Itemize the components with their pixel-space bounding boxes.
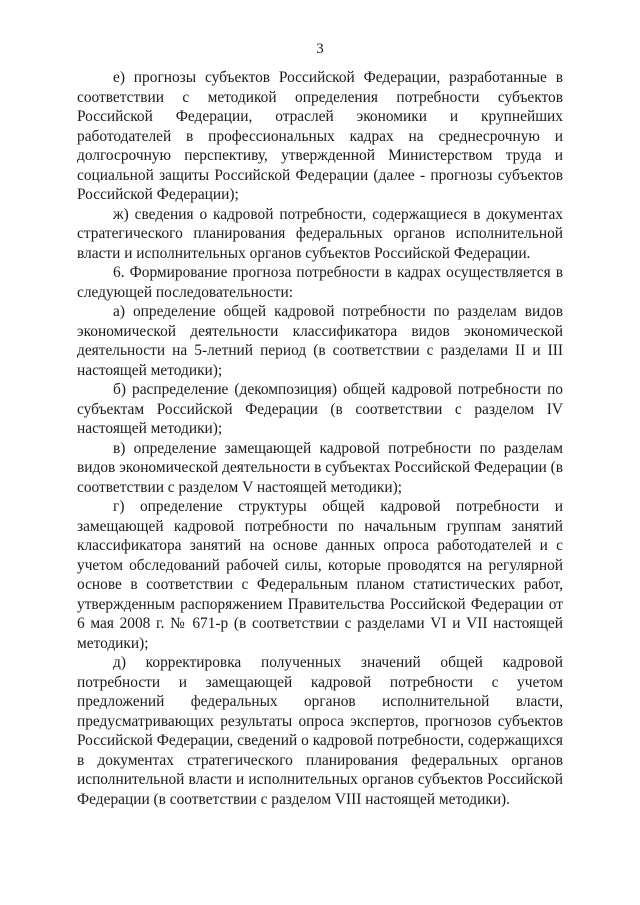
paragraph-d-adjustment: д) корректировка полученных значений общей кадровой потребности и замещающей кадровой потребности с учетом предложений федеральных органов исполнительной власти, предусматривающих результаты опроса экспертов, прогнозов субъектов Российской Федерации, сведений о кадровой потребности, содержащихся в документах стратегического планирования федеральных органов исполнительной власти и исполнительных органов субъектов Российской Федерации (в соответствии с разделом VIII настоящей методики). (77, 654, 563, 808)
paragraph-zh-staffing-info: ж) сведения о кадровой потребности, содержащиеся в документах стратегического планирования федеральных органов исполнительной власти и исполнительных органов субъектов Российской Федерации. (77, 205, 563, 262)
paragraph-e-forecasts: е) прогнозы субъектов Российской Федерации, разработанные в соответствии с методикой определения потребности субъектов Российской Федерации, отраслей экономики и крупнейших работодателей в профессиональных кадрах на среднесрочную и долгосрочную перспективу, утвержденной Министерством труда и социальной защиты Российской Федерации (далее - прогнозы субъектов Российской Федерации); (77, 69, 563, 203)
page-number: 3 (316, 41, 324, 57)
paragraph-g-structure: г) определение структуры общей кадровой потребности и замещающей кадровой потребности по начальным группам занятий классификатора занятий на основе данных опроса работодателей и с учетом обследований рабочей силы, которые проводятся на регулярной основе в соответствии с Федеральным планом статистических работ, утвержденным распоряжением Правительства Российской Федерации от 6 мая 2008 г. № 671-р (в соответствии с разделами VI и VII настоящей методики); (77, 498, 563, 652)
paragraph-b-distribution: б) распределение (декомпозиция) общей кадровой потребности по субъектам Российской Федерации (в соответствии с разделом IV настоящей методики); (77, 381, 563, 437)
paragraph-a-total-demand: а) определение общей кадровой потребности по разделам видов экономической деятельности классификатора видов экономической деятельности на 5-летний период (в соответствии с разделами II и III настоящей методики); (77, 303, 563, 379)
paragraph-v-replacement-demand: в) определение замещающей кадровой потребности по разделам видов экономической деятельности в субъектах Российской Федерации (в соответствии с разделом V настоящей методики); (77, 439, 563, 496)
document-body (77, 68, 563, 809)
paragraph-6-sequence: 6. Формирование прогноза потребности в кадрах осуществляется в следующей последовательности: (77, 264, 563, 301)
